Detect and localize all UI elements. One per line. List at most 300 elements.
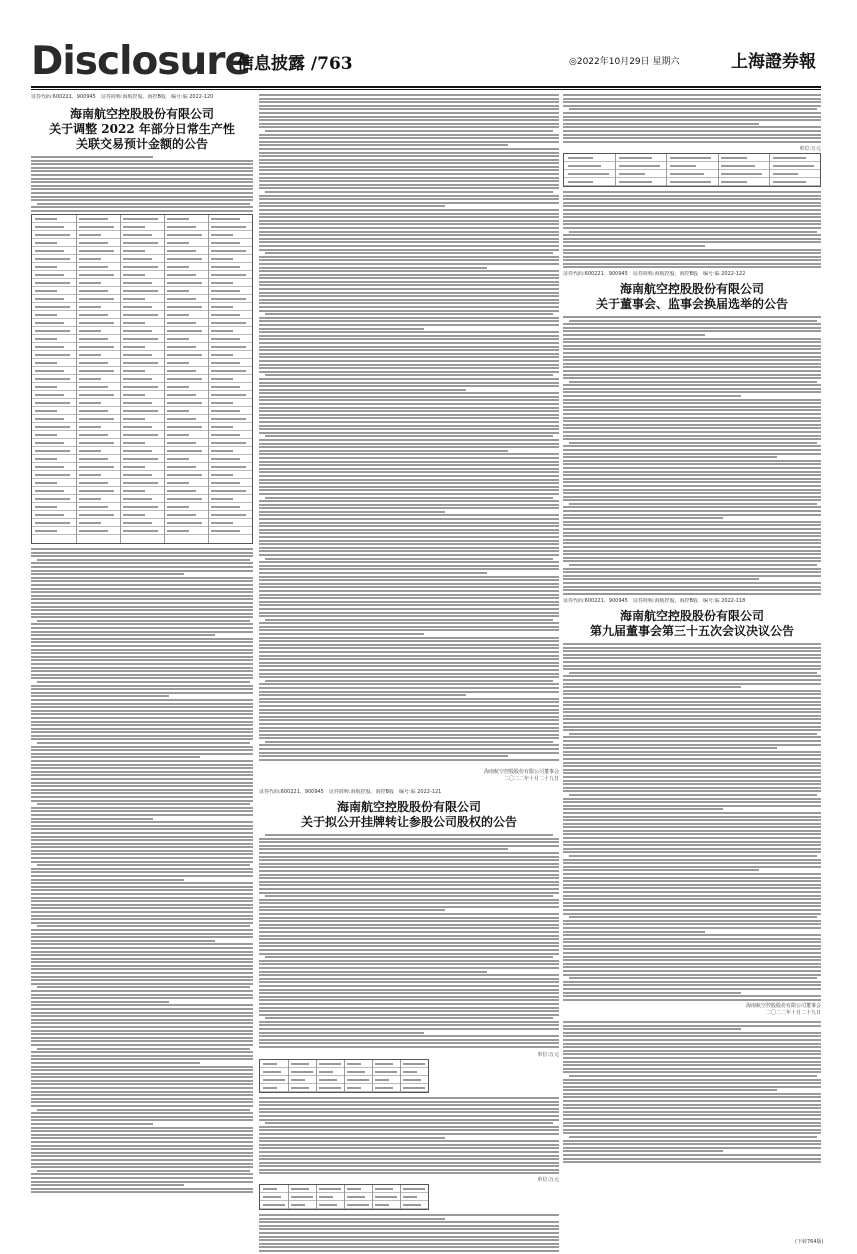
text-line bbox=[31, 649, 253, 651]
text-line bbox=[31, 1123, 153, 1125]
text-line bbox=[31, 659, 253, 661]
text-line bbox=[259, 425, 559, 427]
text-line bbox=[563, 1122, 821, 1124]
signature: 海南航空控股股份有限公司董事会 bbox=[745, 1003, 821, 1009]
text-line bbox=[259, 148, 559, 150]
text-line bbox=[31, 1184, 184, 1186]
text-line bbox=[259, 892, 559, 894]
table-cell bbox=[211, 314, 240, 316]
table-row bbox=[32, 303, 252, 311]
table-divider bbox=[208, 215, 209, 543]
table-cell bbox=[35, 514, 64, 516]
text-line bbox=[31, 1076, 253, 1078]
table-cell bbox=[35, 330, 70, 332]
table-cell bbox=[123, 306, 152, 308]
text-line bbox=[259, 299, 559, 301]
table-row bbox=[32, 415, 252, 423]
text-line bbox=[259, 277, 559, 279]
text-line bbox=[265, 130, 553, 132]
financial-table bbox=[259, 1059, 429, 1093]
text-line bbox=[259, 1158, 559, 1160]
text-line bbox=[259, 1137, 445, 1139]
table-row bbox=[32, 239, 252, 247]
text-line bbox=[31, 163, 253, 165]
text-line bbox=[259, 500, 559, 502]
table-cell bbox=[79, 418, 114, 420]
text-line bbox=[563, 241, 821, 243]
text-line bbox=[265, 956, 553, 958]
text-line bbox=[259, 622, 559, 624]
table-cell bbox=[35, 442, 64, 444]
text-line bbox=[259, 888, 559, 890]
text-line bbox=[563, 816, 821, 818]
text-line bbox=[563, 736, 821, 738]
table-cell bbox=[167, 226, 196, 228]
text-line bbox=[31, 703, 253, 705]
text-line bbox=[259, 1144, 559, 1146]
table-cell bbox=[167, 530, 189, 532]
text-line bbox=[569, 320, 817, 322]
table-cell bbox=[35, 394, 64, 396]
text-line bbox=[259, 1225, 559, 1227]
text-line bbox=[31, 738, 253, 740]
text-line bbox=[563, 94, 821, 96]
text-line bbox=[563, 532, 821, 534]
text-line bbox=[563, 1064, 821, 1066]
text-line bbox=[31, 792, 253, 794]
table-cell bbox=[211, 370, 246, 372]
text-line bbox=[563, 1053, 821, 1055]
text-line bbox=[259, 655, 559, 657]
text-line bbox=[259, 302, 559, 304]
text-line bbox=[563, 137, 821, 139]
table-cell bbox=[167, 378, 202, 380]
text-line bbox=[259, 938, 559, 940]
text-line bbox=[259, 1169, 559, 1171]
text-line bbox=[259, 874, 559, 876]
text-line bbox=[259, 364, 559, 366]
section-title: 信息披露 /763 bbox=[237, 54, 353, 74]
text-line bbox=[259, 1246, 559, 1248]
text-line bbox=[31, 685, 253, 687]
table-cell bbox=[35, 530, 57, 532]
text-line bbox=[259, 1218, 445, 1220]
text-line bbox=[259, 134, 559, 136]
text-line bbox=[265, 834, 553, 836]
table-row bbox=[32, 511, 252, 519]
table-cell bbox=[79, 466, 114, 468]
text-line bbox=[259, 1115, 559, 1117]
table-cell bbox=[79, 258, 101, 260]
text-line bbox=[259, 267, 487, 269]
article-title-line: 第九届董事会第三十五次会议决议公告 bbox=[589, 624, 794, 638]
text-line bbox=[259, 845, 559, 847]
table-cell bbox=[375, 1079, 389, 1081]
article-body bbox=[259, 1097, 559, 1177]
text-line bbox=[563, 1100, 821, 1102]
text-line bbox=[563, 395, 741, 397]
text-line bbox=[259, 927, 559, 929]
table-cell bbox=[403, 1071, 417, 1073]
text-line bbox=[259, 1214, 559, 1216]
table-cell bbox=[167, 242, 189, 244]
table-divider bbox=[769, 154, 770, 186]
text-line bbox=[259, 963, 559, 965]
text-line bbox=[563, 715, 821, 717]
text-line bbox=[31, 634, 215, 636]
text-line bbox=[259, 324, 559, 326]
table-row bbox=[32, 359, 252, 367]
text-line bbox=[259, 1010, 559, 1012]
text-line bbox=[563, 134, 821, 136]
table-cell bbox=[35, 322, 64, 324]
text-line bbox=[259, 999, 559, 1001]
text-line bbox=[31, 771, 253, 773]
text-line bbox=[259, 848, 508, 850]
text-line bbox=[31, 677, 253, 679]
text-line bbox=[259, 1032, 424, 1034]
text-line bbox=[31, 1083, 253, 1085]
table-cell bbox=[670, 181, 711, 183]
table-cell bbox=[347, 1079, 369, 1081]
text-line bbox=[31, 796, 253, 798]
text-line bbox=[259, 996, 559, 998]
table-cell bbox=[375, 1087, 393, 1089]
text-line bbox=[31, 580, 253, 582]
table-row bbox=[32, 439, 252, 447]
table-cell bbox=[721, 157, 747, 159]
text-line bbox=[569, 381, 817, 383]
text-line bbox=[31, 1004, 253, 1006]
text-line bbox=[31, 188, 253, 190]
table-cell bbox=[211, 226, 246, 228]
text-line bbox=[259, 493, 559, 495]
text-line bbox=[259, 540, 559, 542]
text-line bbox=[569, 733, 817, 735]
text-line bbox=[31, 850, 253, 852]
text-line bbox=[563, 708, 821, 710]
table-cell bbox=[211, 298, 246, 300]
text-line bbox=[31, 897, 253, 899]
table-cell bbox=[167, 394, 196, 396]
table-cell bbox=[403, 1063, 425, 1065]
text-line bbox=[569, 231, 817, 233]
text-line bbox=[31, 710, 253, 712]
text-line bbox=[259, 902, 559, 904]
text-line bbox=[563, 578, 759, 580]
text-line bbox=[259, 640, 559, 642]
text-line bbox=[563, 1150, 723, 1152]
text-line bbox=[259, 841, 559, 843]
text-line bbox=[563, 1082, 821, 1084]
article-title-line: 海南航空控股股份有限公司 bbox=[336, 800, 481, 814]
text-line bbox=[563, 808, 723, 810]
text-line bbox=[259, 410, 559, 412]
text-line bbox=[259, 241, 559, 243]
table-cell bbox=[35, 250, 64, 252]
text-line bbox=[563, 665, 821, 667]
table-cell bbox=[167, 434, 189, 436]
table-cell bbox=[167, 306, 202, 308]
text-line bbox=[563, 524, 821, 526]
table-row bbox=[32, 223, 252, 231]
text-line bbox=[31, 749, 253, 751]
table-cell bbox=[79, 530, 108, 532]
table-divider bbox=[288, 1185, 289, 1209]
table-cell bbox=[123, 266, 158, 268]
text-line bbox=[31, 728, 253, 730]
text-line bbox=[563, 571, 821, 573]
text-line bbox=[563, 427, 821, 429]
text-line bbox=[31, 1145, 253, 1147]
text-line bbox=[563, 195, 821, 197]
text-line bbox=[563, 456, 777, 458]
text-line bbox=[31, 591, 253, 593]
text-line bbox=[563, 902, 821, 904]
text-line bbox=[563, 402, 821, 404]
text-line bbox=[563, 686, 741, 688]
text-line bbox=[259, 439, 559, 441]
text-line bbox=[563, 661, 821, 663]
table-cell bbox=[167, 490, 196, 492]
table-cell bbox=[167, 282, 202, 284]
text-line bbox=[259, 608, 559, 610]
text-line bbox=[31, 1080, 253, 1082]
table-cell bbox=[167, 442, 196, 444]
text-line bbox=[31, 1148, 253, 1150]
table-cell bbox=[123, 314, 158, 316]
text-line bbox=[31, 1019, 253, 1021]
text-line bbox=[563, 783, 821, 785]
table-cell bbox=[291, 1196, 313, 1198]
table-cell bbox=[123, 378, 152, 380]
text-line bbox=[563, 359, 821, 361]
table-divider bbox=[344, 1185, 345, 1209]
text-line bbox=[31, 818, 153, 820]
text-line bbox=[259, 859, 559, 861]
text-line bbox=[259, 633, 424, 635]
text-line bbox=[37, 1048, 250, 1050]
text-line bbox=[31, 1069, 253, 1071]
text-line bbox=[259, 691, 559, 693]
text-line bbox=[265, 252, 553, 254]
text-line bbox=[259, 676, 559, 678]
text-line bbox=[31, 760, 253, 762]
table-cell bbox=[619, 165, 660, 167]
column-middle bbox=[259, 94, 559, 1234]
text-line bbox=[265, 374, 553, 376]
table-cell bbox=[79, 498, 101, 500]
text-line bbox=[31, 907, 253, 909]
table-row bbox=[32, 471, 252, 479]
text-line bbox=[563, 718, 821, 720]
text-line bbox=[563, 1143, 821, 1145]
table-cell bbox=[211, 266, 240, 268]
text-line bbox=[563, 905, 821, 907]
table-cell bbox=[123, 370, 145, 372]
text-line bbox=[31, 990, 253, 992]
text-line bbox=[31, 767, 253, 769]
text-line bbox=[259, 399, 559, 401]
text-line bbox=[37, 1109, 250, 1111]
table-cell bbox=[211, 530, 240, 532]
text-line bbox=[563, 1046, 821, 1048]
text-line bbox=[563, 690, 821, 692]
table-cell bbox=[35, 258, 70, 260]
table-cell bbox=[211, 282, 233, 284]
table-cell bbox=[211, 410, 240, 412]
text-line bbox=[31, 699, 253, 701]
table-divider bbox=[372, 1060, 373, 1092]
table-cell bbox=[79, 314, 108, 316]
table-divider bbox=[718, 154, 719, 186]
text-line bbox=[563, 780, 821, 782]
text-line bbox=[31, 717, 253, 719]
text-line bbox=[259, 249, 559, 251]
text-line bbox=[259, 1250, 559, 1252]
text-line bbox=[259, 1133, 559, 1135]
text-line bbox=[259, 94, 559, 96]
text-line bbox=[563, 327, 821, 329]
text-line bbox=[563, 1114, 821, 1116]
text-line bbox=[259, 705, 559, 707]
text-line bbox=[563, 535, 821, 537]
text-line bbox=[563, 341, 821, 343]
text-line bbox=[563, 1079, 821, 1081]
table-cell bbox=[167, 386, 189, 388]
text-line bbox=[563, 489, 821, 491]
text-line bbox=[31, 174, 253, 176]
table-cell bbox=[35, 506, 57, 508]
text-line bbox=[563, 478, 821, 480]
text-line bbox=[259, 978, 559, 980]
table-cell bbox=[211, 498, 233, 500]
text-line bbox=[259, 909, 445, 911]
text-line bbox=[259, 263, 559, 265]
text-line bbox=[259, 601, 559, 603]
text-line bbox=[31, 548, 253, 550]
text-line bbox=[563, 413, 821, 415]
column-right bbox=[563, 94, 821, 1234]
text-line bbox=[563, 751, 821, 753]
table-cell bbox=[167, 402, 202, 404]
text-line bbox=[31, 584, 253, 586]
text-line bbox=[259, 471, 559, 473]
table-cell bbox=[211, 490, 246, 492]
table-cell bbox=[319, 1079, 337, 1081]
text-line bbox=[259, 644, 559, 646]
text-line bbox=[259, 137, 559, 139]
text-line bbox=[31, 1044, 253, 1046]
text-line bbox=[259, 942, 559, 944]
text-line bbox=[563, 790, 821, 792]
text-line bbox=[563, 966, 821, 968]
table-divider bbox=[372, 1185, 373, 1209]
text-line bbox=[563, 769, 821, 771]
table-cell bbox=[35, 298, 64, 300]
table-cell bbox=[79, 394, 114, 396]
table-cell bbox=[211, 258, 233, 260]
text-line bbox=[259, 177, 559, 179]
unit-label: 单位:万元 bbox=[537, 1177, 559, 1183]
table-cell bbox=[79, 490, 114, 492]
text-line bbox=[563, 805, 821, 807]
text-line bbox=[31, 724, 253, 726]
text-line bbox=[563, 970, 821, 972]
text-line bbox=[31, 552, 253, 554]
text-line bbox=[563, 126, 821, 128]
text-line bbox=[563, 862, 821, 864]
text-line bbox=[563, 974, 821, 976]
signature: 海南航空控股股份有限公司董事会 bbox=[483, 769, 559, 775]
text-line bbox=[259, 863, 559, 865]
text-line bbox=[31, 1163, 253, 1165]
text-line bbox=[31, 627, 253, 629]
article-body bbox=[259, 1214, 559, 1254]
text-line bbox=[259, 1046, 559, 1048]
table-cell bbox=[211, 418, 246, 420]
table-cell bbox=[773, 157, 806, 159]
text-line bbox=[259, 446, 559, 448]
text-line bbox=[259, 884, 559, 886]
table-cell bbox=[79, 514, 114, 516]
article-code: 证券代码:600221、900945 证券简称:海航控股、海控B股 编号:临 2022-118 bbox=[563, 598, 746, 604]
text-line bbox=[563, 348, 821, 350]
text-line bbox=[563, 499, 821, 501]
text-line bbox=[259, 396, 559, 398]
text-line bbox=[259, 1243, 559, 1245]
table-cell bbox=[211, 434, 240, 436]
text-line bbox=[259, 385, 559, 387]
text-line bbox=[563, 1050, 821, 1052]
text-line bbox=[569, 794, 817, 796]
text-line bbox=[31, 789, 253, 791]
table-cell bbox=[568, 165, 601, 167]
article-body bbox=[563, 316, 821, 598]
text-line bbox=[265, 619, 553, 621]
table-cell bbox=[35, 450, 70, 452]
text-line bbox=[563, 550, 821, 552]
table-cell bbox=[211, 450, 233, 452]
text-line bbox=[563, 787, 821, 789]
text-line bbox=[259, 274, 559, 276]
table-row bbox=[32, 431, 252, 439]
table-cell bbox=[79, 362, 108, 364]
text-line bbox=[259, 1111, 559, 1113]
table-cell bbox=[79, 218, 108, 220]
text-line bbox=[563, 589, 821, 591]
text-line bbox=[31, 828, 253, 830]
table-cell bbox=[403, 1196, 417, 1198]
table-cell bbox=[35, 426, 70, 428]
text-line bbox=[259, 428, 559, 430]
text-line bbox=[31, 638, 253, 640]
text-line bbox=[563, 474, 821, 476]
text-line bbox=[31, 968, 253, 970]
text-line bbox=[259, 709, 559, 711]
text-line bbox=[31, 814, 253, 816]
table-divider bbox=[288, 1060, 289, 1092]
text-line bbox=[563, 119, 821, 121]
text-line bbox=[265, 1122, 553, 1124]
article-body bbox=[31, 548, 253, 1198]
table-cell bbox=[123, 442, 145, 444]
table-cell bbox=[167, 482, 189, 484]
text-line bbox=[37, 203, 250, 205]
text-line bbox=[259, 1007, 559, 1009]
table-divider bbox=[120, 215, 121, 543]
table-cell bbox=[211, 442, 246, 444]
